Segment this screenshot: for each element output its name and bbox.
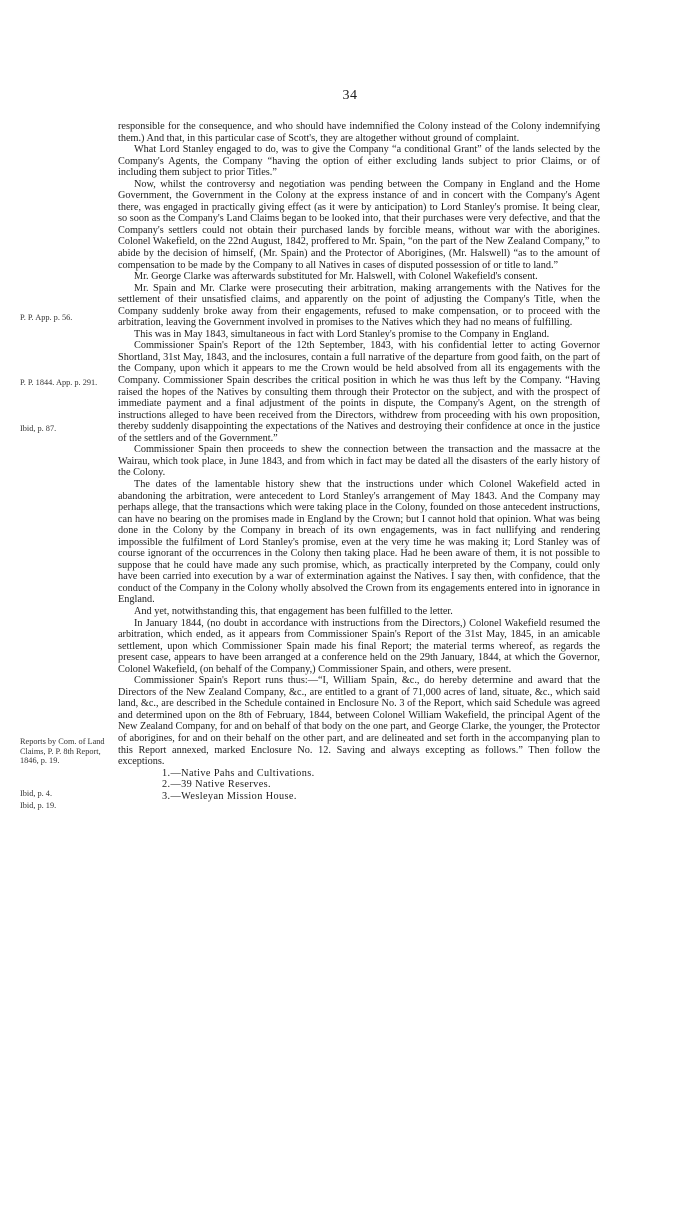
paragraph: In January 1844, (no doubt in accordance with instructions from the Directors,) Colonel Wakefield resumed the arbitration, which ended, as it appears from Commissioner Spain's Report of the 31st May, 1845, in an amicable settlement, upon which Commissioner Spain made his final Report; the material terms whereof, as regards the present case, appears to have been arranged at a conference held on the 29th January, 1844, at which the Governor, Colonel Wakefield, (on behalf of the Company,) Commissioner Spain, and others, were present. — [118, 617, 600, 675]
paragraph: What Lord Stanley engaged to do, was to give the Company “a conditional Grant” of the lands selected by the Company's Agents, the Company “having the option of either excluding lands subject to prior Claims, or of including them subject to prior Titles.” — [118, 144, 600, 179]
paragraph: Commissioner Spain's Report of the 12th September, 1843, with his confidential letter to acting Governor Shortland, 31st May, 1843, and the inclosures, contain a full narrative of the departure from good faith, on the part of the Company, upon which it appears to me the Crown would be held absolved from all its engagements with the Company. Commissioner Spain describes the critical position in which he was thus left by the Company. “Having raised the hopes of the Natives by consulting them through their Protector on the subject, and with the prospect of immediate payment and a final adjustment of the points in dispute, the Company's Agent, on the strength of instructions alleged to have been received from the Directors, withdrew from proceeding with his own proposition, thereby suddenly disappointing the expectations of the Natives and destroying their confidence at once in the justice of the settlers and of the Government.” — [118, 340, 600, 444]
paragraph: Commissioner Spain then proceeds to shew the connection between the transaction and the massacre at the Wairau, which took place, in June 1843, and from which in fact may be dated all the disasters of the early history of the Colony. — [118, 444, 600, 479]
list-item: 2.—39 Native Reserves. — [162, 779, 271, 791]
paragraph: This was in May 1843, simultaneous in fact with Lord Stanley's promise to the Company in England. — [134, 328, 550, 340]
paragraph: Now, whilst the controversy and negotiation was pending between the Company in England and the Home Government, the Government in the Colony at the express instance of and in concert with the Company's Agent there, was engaged in practically giving effect (as it were by anticipation) to Lord Stanley's promise. It being clear, so soon as the Company's Land Claims began to be looked into, that their purchases were very defective, and that the Company's settlers could not obtain their purchased lands by forcible means, without war with the aborigines. Colonel Wakefield, on the 22nd August, 1842, proffered to Mr. Spain, “on the part of the New Zealand Company,” to abide by the decision of himself, (Mr. Spain) and the Protector of Aborigines, (Mr. Halswell) “as to the amount of compensation to be made by the Company to all Natives in cases of disputed possession of or title to land.” — [118, 178, 600, 271]
margin-note: P. P. 1844. App. p. 291. — [20, 378, 98, 387]
page-number: 34 — [342, 88, 358, 103]
margin-note: Ibid, p. 4. — [20, 789, 53, 798]
list-item: 1.—Native Pahs and Cultivations. — [162, 767, 315, 779]
paragraph: Mr. Spain and Mr. Clarke were prosecuting their arbitration, making arrangements with the Natives for the settlement of their unsatisfied claims, and apparently on the point of adjusting the Company's Title, when the Company suddenly broke away from their engagements, refused to make compensation, or to proceed with the arbitration, leaving the Government involved in promises to the Natives which they had no means of fulfilling. — [118, 282, 600, 329]
margin-note: Ibid, p. 87. — [20, 424, 57, 433]
paragraph: Commissioner Spain's Report runs thus:—“I, William Spain, &c., do hereby determine and award that the Directors of the New Zealand Company, &c., are entitled to a grant of 71,000 acres of land, situate, &c., which said land, &c., are described in the Schedule contained in Enclosure No. 3 of the Report, which said Schedule was agreed and determined upon on the 8th of February, 1844, between Colonel William Wakefield, the principal Agent of the New Zealand Company, for and on behalf of that body on the one part, and George Clarke, the younger, the Protector of aborigines, for and on their behalf on the other part, and are delineated and set forth in the accompanying plan to this Report annexed, marked Enclosure No. 12. Saving and always excepting as follows.” Then follow the exceptions. — [118, 675, 600, 768]
margin-note: Reports by Com. of Land Claims, P. P. 8th Report, 1846, p. 19. — [20, 737, 105, 766]
paragraph: Mr. George Clarke was afterwards substituted for Mr. Halswell, with Colonel Wakefield's consent. — [134, 271, 538, 283]
exceptions-list — [118, 768, 600, 803]
margin-note: Ibid, p. 19. — [20, 801, 57, 810]
body-text — [118, 121, 600, 802]
margin-note: P. P. App. p. 56. — [20, 313, 73, 322]
paragraph: And yet, notwithstanding this, that engagement has been fulfilled to the letter. — [134, 605, 453, 617]
paragraph: responsible for the consequence, and who should have indemnified the Colony instead of the Colony indemnifying them.) And that, in this particular case of Scott's, they are altogether without ground of complaint. — [118, 121, 600, 144]
paragraph: The dates of the lamentable history shew that the instructions under which Colonel Wakefield acted in abandoning the arbitration, were antecedent to Lord Stanley's arrangement of May 1843. And the Company may perhaps allege, that the transactions which were taking place in the Colony, founded on those antecedent instructions, can have no bearing on the promises made in England by the Crown; but I cannot hold that opinion. What was being done in the Colony by the Company in breach of its own engagements, was in fact nullifying and rendering impossible the fulfilment of Lord Stanley's promise, even at the very time he was making it; Lord Stanley was of course ignorant of the occurrences in the Colony then taking place. Had he been aware of them, it is not possible to suppose that he could have made any such promise, which, as practically interpreted by the Company, could only have been carried into execution by a war of extermination against the Natives. I say then, with confidence, that the conduct of the Company in the Colony wholly absolved the Crown from its engagements entered into in ignorance in England. — [118, 478, 600, 606]
list-item: 3.—Wesleyan Mission House. — [162, 790, 297, 802]
